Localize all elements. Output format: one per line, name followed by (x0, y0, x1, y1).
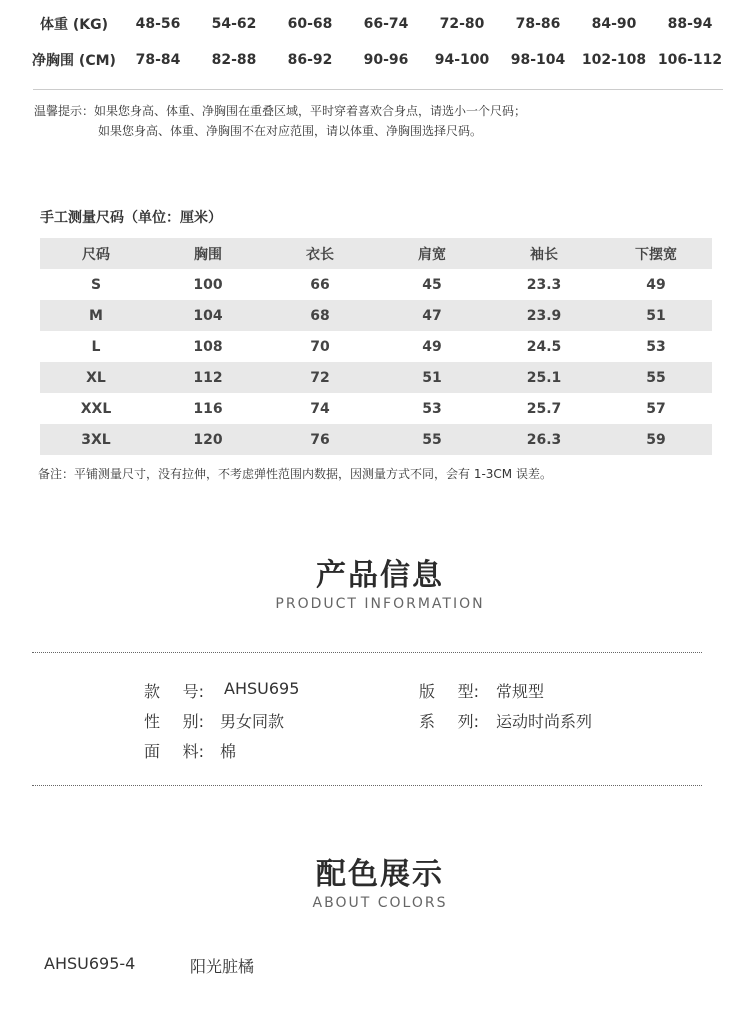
info-value-series: 运动时尚系列 (496, 712, 593, 731)
info-value-style-no: AHSU695 (224, 679, 300, 698)
info-value-fabric: 棉 (220, 742, 237, 761)
table-cell: 47 (376, 300, 488, 331)
column-header: 肩宽 (376, 238, 488, 269)
column-header: 胸围 (152, 238, 264, 269)
table-cell: 23.3 (526, 276, 562, 293)
colors-title: 配色展示 (316, 857, 444, 892)
table-cell: 53 (646, 338, 666, 355)
table-cell: 72 (264, 362, 376, 393)
table-cell: 120 (152, 424, 264, 455)
range-cell: 86-92 (287, 52, 333, 68)
table-cell: 49 (646, 276, 666, 293)
info-label-fit (419, 679, 479, 702)
tip-line-2: 如果您身高、体重、净胸围不在对应范围，请以体重、净胸围选择尺码。 (98, 124, 483, 138)
table-row (40, 269, 712, 300)
table-cell: 23.9 (488, 300, 600, 331)
range-cell: 106-112 (657, 52, 723, 68)
column-header: 尺码 (40, 238, 152, 269)
info-label-fabric (144, 739, 204, 762)
info-label-gender (144, 709, 204, 732)
info-value-fit: 常规型 (496, 682, 545, 701)
table-cell: 66 (310, 276, 330, 293)
info-label-char: 性 (144, 712, 161, 731)
color-code: AHSU695-4 (44, 954, 136, 973)
info-label-char: 列: (457, 712, 479, 731)
range-cell: 78-84 (135, 52, 181, 68)
table-cell: 45 (422, 276, 442, 293)
range-cell: 54-62 (211, 16, 257, 32)
table-cell: 70 (310, 338, 330, 355)
table-cell: 55 (600, 362, 712, 393)
range-cell: 98-104 (510, 52, 566, 68)
table-row (40, 393, 712, 424)
info-label-char: 款 (144, 682, 161, 701)
table-cell: XXL (80, 400, 112, 417)
column-header: 衣长 (264, 238, 376, 269)
table-cell: 100 (193, 276, 223, 293)
range-cell: 94-100 (434, 52, 490, 68)
table-cell: 68 (264, 300, 376, 331)
range-cell: 66-74 (363, 16, 409, 32)
table-cell: S (90, 276, 102, 293)
info-label-char: 号: (182, 682, 204, 701)
table-cell: 112 (152, 362, 264, 393)
measurement-note: 备注：平铺测量尺寸，没有拉伸，不考虑弹性范围内数据，因测量方式不同，会有 1-3CM 误差。 (38, 467, 552, 481)
table-cell: 116 (193, 400, 223, 417)
info-label-char: 型: (457, 682, 479, 701)
table-cell: 59 (600, 424, 712, 455)
table-cell: 26.3 (488, 424, 600, 455)
range-cell: 82-88 (211, 52, 257, 68)
table-cell: 57 (646, 400, 666, 417)
info-label-char: 版 (419, 682, 436, 701)
table-row (40, 331, 712, 362)
table-cell: 108 (193, 338, 223, 355)
info-label-char: 面 (144, 742, 161, 761)
table-cell: 49 (422, 338, 442, 355)
divider (33, 89, 723, 90)
column-header: 下摆宽 (600, 238, 712, 269)
measurement-title: 手工测量尺码（单位：厘米） (40, 210, 222, 226)
table-row (40, 424, 712, 455)
table-cell: 51 (600, 300, 712, 331)
table-row (40, 300, 712, 331)
range-cell: 102-108 (581, 52, 647, 68)
range-cell: 88-94 (667, 16, 713, 32)
weight-row (28, 6, 728, 42)
range-cell: 72-80 (439, 16, 485, 32)
info-label-char: 系 (419, 712, 436, 731)
dotted-divider (32, 785, 702, 786)
table-cell: 25.7 (526, 400, 562, 417)
range-cell: 48-56 (135, 16, 181, 32)
table-cell: 51 (376, 362, 488, 393)
row-label: 净胸围 (CM) (32, 53, 116, 69)
range-cell: 84-90 (591, 16, 637, 32)
table-cell: 55 (376, 424, 488, 455)
size-range-table (28, 6, 728, 78)
column-header: 袖长 (488, 238, 600, 269)
table-cell: 104 (152, 300, 264, 331)
color-name: 阳光脏橘 (190, 957, 255, 976)
measurement-table (40, 238, 712, 455)
table-cell: 25.1 (488, 362, 600, 393)
info-label-char: 料: (182, 742, 204, 761)
range-cell: 60-68 (287, 16, 333, 32)
product-info-title: 产品信息 (316, 558, 444, 593)
info-label-series (419, 709, 479, 732)
dotted-divider (32, 652, 702, 653)
table-cell: M (40, 300, 152, 331)
info-value-gender: 男女同款 (220, 712, 285, 731)
colors-subtitle: ABOUT COLORS (312, 895, 448, 911)
info-label-char: 别: (182, 712, 204, 731)
table-header-row (40, 238, 712, 269)
table-cell: 24.5 (526, 338, 562, 355)
table-cell: 74 (310, 400, 330, 417)
range-cell: 90-96 (363, 52, 409, 68)
table-cell: XL (40, 362, 152, 393)
table-row (40, 362, 712, 393)
tip-line-1: 温馨提示：如果您身高、体重、净胸围在重叠区域，平时穿着喜欢合身点，请选小一个尺码； (34, 104, 527, 118)
table-cell: 3XL (40, 424, 152, 455)
row-label: 体重 (KG) (39, 17, 108, 33)
info-label-style-no (144, 679, 204, 702)
chest-row (28, 42, 728, 78)
product-info-subtitle: PRODUCT INFORMATION (275, 596, 485, 612)
table-cell: 76 (264, 424, 376, 455)
table-cell: 53 (422, 400, 442, 417)
table-cell: L (91, 338, 101, 355)
range-cell: 78-86 (515, 16, 561, 32)
